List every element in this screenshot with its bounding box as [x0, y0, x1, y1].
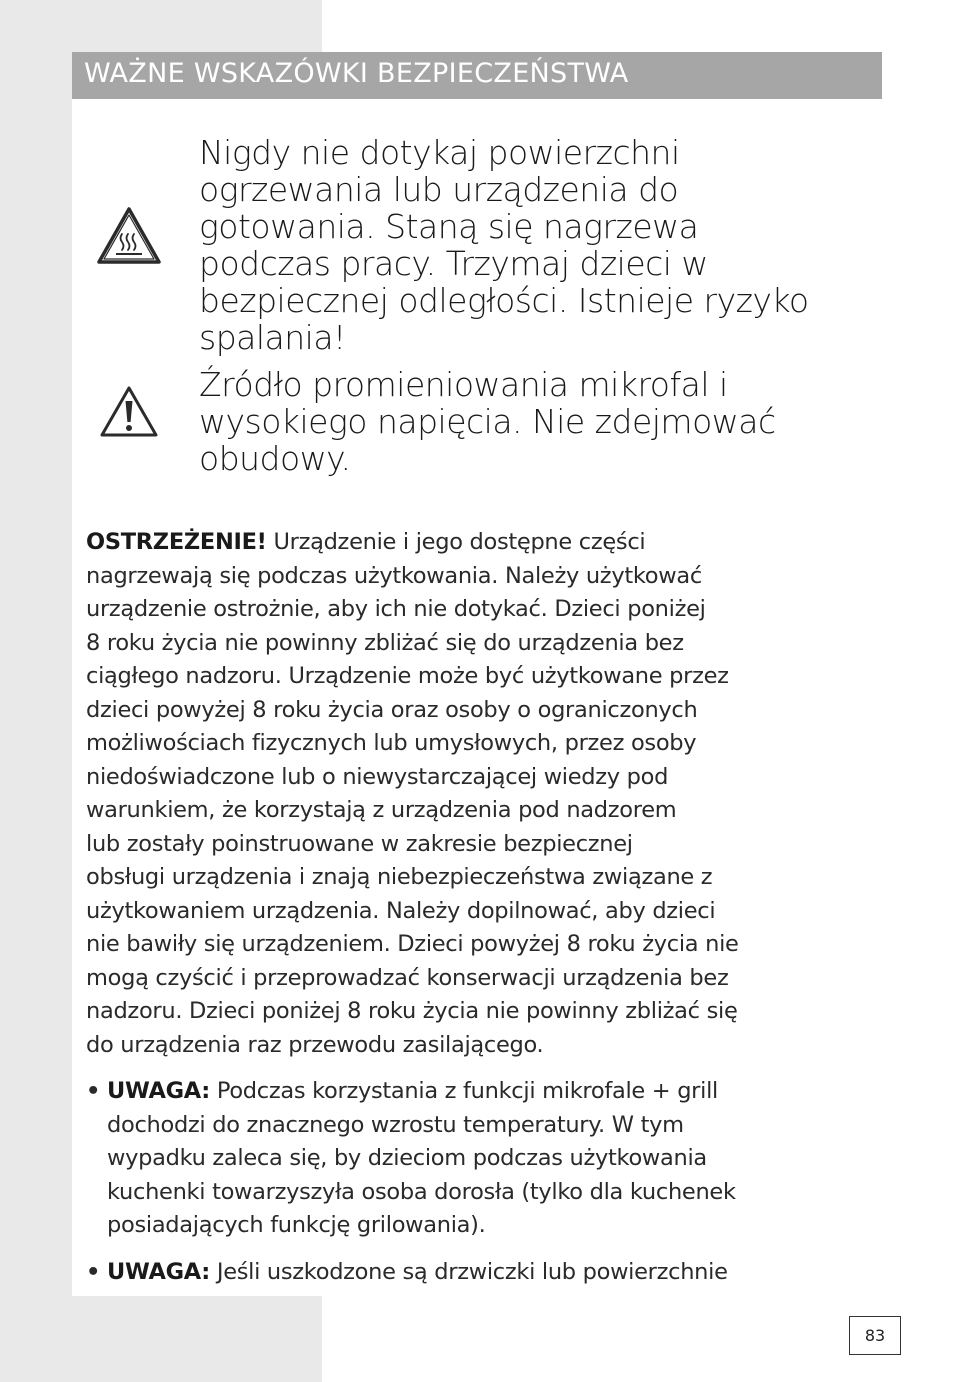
warning-label: OSTRZEŻENIE!: [86, 529, 267, 555]
paragraph-line: do urządzenia raz przewodu zasilającego.: [86, 1031, 544, 1058]
warning-line: podczas pracy. Trzymaj dzieci w: [199, 244, 708, 283]
paragraph-line: obsługi urządzenia i znają niebezpieczeństwa związane z: [86, 864, 713, 890]
paragraph-line: nie bawiły się urządzeniem. Dzieci powyżej 8 roku życia nie: [86, 931, 739, 957]
paragraph-line: warunkiem, że korzystają z urządzenia pod nadzorem: [86, 797, 677, 823]
bullet-marker: •: [86, 1258, 101, 1285]
hot-surface-warning-icon: [96, 206, 162, 266]
note-line: wypadku zaleca się, by dzieciom podczas użytkowania: [107, 1145, 707, 1171]
paragraph-line: użytkowaniem urządzenia. Należy dopilnować, aby dzieci: [86, 897, 716, 924]
note-first-line: [107, 1075, 876, 1109]
paragraph-line: dzieci powyżej 8 roku życia oraz osoby o ograniczonych: [86, 696, 698, 723]
warning-line: Źródło promieniowania mikrofal i: [199, 365, 728, 404]
note-text: Podczas korzystania z funkcji mikrofale + grill: [210, 1078, 718, 1104]
paragraph-first-line: [86, 526, 876, 560]
note-bullet-item: [86, 1256, 876, 1290]
paragraph-line: urządzenie ostrożnie, aby ich nie dotykać. Dzieci poniżej: [86, 596, 706, 622]
note-text: Jeśli uszkodzone są drzwiczki lub powierzchnie: [210, 1258, 728, 1285]
note-line: kuchenki towarzyszyła osoba dorosła (tylko dla kuchenek: [107, 1178, 736, 1205]
warning-line: Nigdy nie dotykaj powierzchni: [199, 133, 680, 172]
section-title: WAŻNE WSKAZÓWKI BEZPIECZEŃSTWA: [84, 58, 629, 89]
note-bullet-item: [86, 1075, 876, 1243]
paragraph-line: nadzoru. Dzieci poniżej 8 roku życia nie powinny zbliżać się: [86, 998, 738, 1024]
microwave-radiation-warning-text: [199, 366, 889, 477]
warning-line: obudowy.: [199, 439, 351, 478]
bullet-marker: •: [86, 1078, 101, 1104]
note-first-line: [107, 1256, 876, 1290]
page-number: 83: [849, 1316, 901, 1355]
note-label: UWAGA:: [107, 1078, 210, 1104]
warning-line: gotowania. Staną się nagrzewa: [199, 207, 699, 246]
warning-paragraph: [86, 526, 876, 1062]
warning-line: wysokiego napięcia. Nie zdejmować: [199, 402, 776, 441]
hot-surface-warning-text: [199, 134, 889, 356]
paragraph-text: Urządzenie i jego dostępne części: [266, 529, 646, 555]
paragraph-line: nagrzewają się podczas użytkowania. Należy użytkować: [86, 562, 702, 589]
general-warning-icon: [98, 384, 160, 440]
paragraph-line: ciągłego nadzoru. Urządzenie może być użytkowane przez: [86, 663, 729, 689]
paragraph-line: 8 roku życia nie powinny zbliżać się do urządzenia bez: [86, 629, 684, 656]
paragraph-line: możliwościach fizycznych lub umysłowych, przez osoby: [86, 730, 697, 756]
warning-line: bezpiecznej odległości. Istnieje ryzyko: [199, 281, 809, 320]
section-header-bar: [72, 52, 882, 99]
warning-line: ogrzewania lub urządzenia do: [199, 170, 679, 209]
note-line: posiadających funkcję grilowania).: [107, 1212, 486, 1238]
paragraph-line: lub zostały poinstruowane w zakresie bezpiecznej: [86, 830, 633, 857]
warning-line: spalania!: [199, 318, 346, 357]
note-line: dochodzi do znacznego wzrostu temperatury. W tym: [107, 1111, 684, 1138]
safety-body-text: [86, 526, 876, 1289]
paragraph-line: niedoświadczone lub o niewystarczającej wiedzy pod: [86, 763, 669, 790]
note-label: UWAGA:: [107, 1258, 210, 1285]
paragraph-line: mogą czyścić i przeprowadzać konserwacji urządzenia bez: [86, 964, 729, 991]
